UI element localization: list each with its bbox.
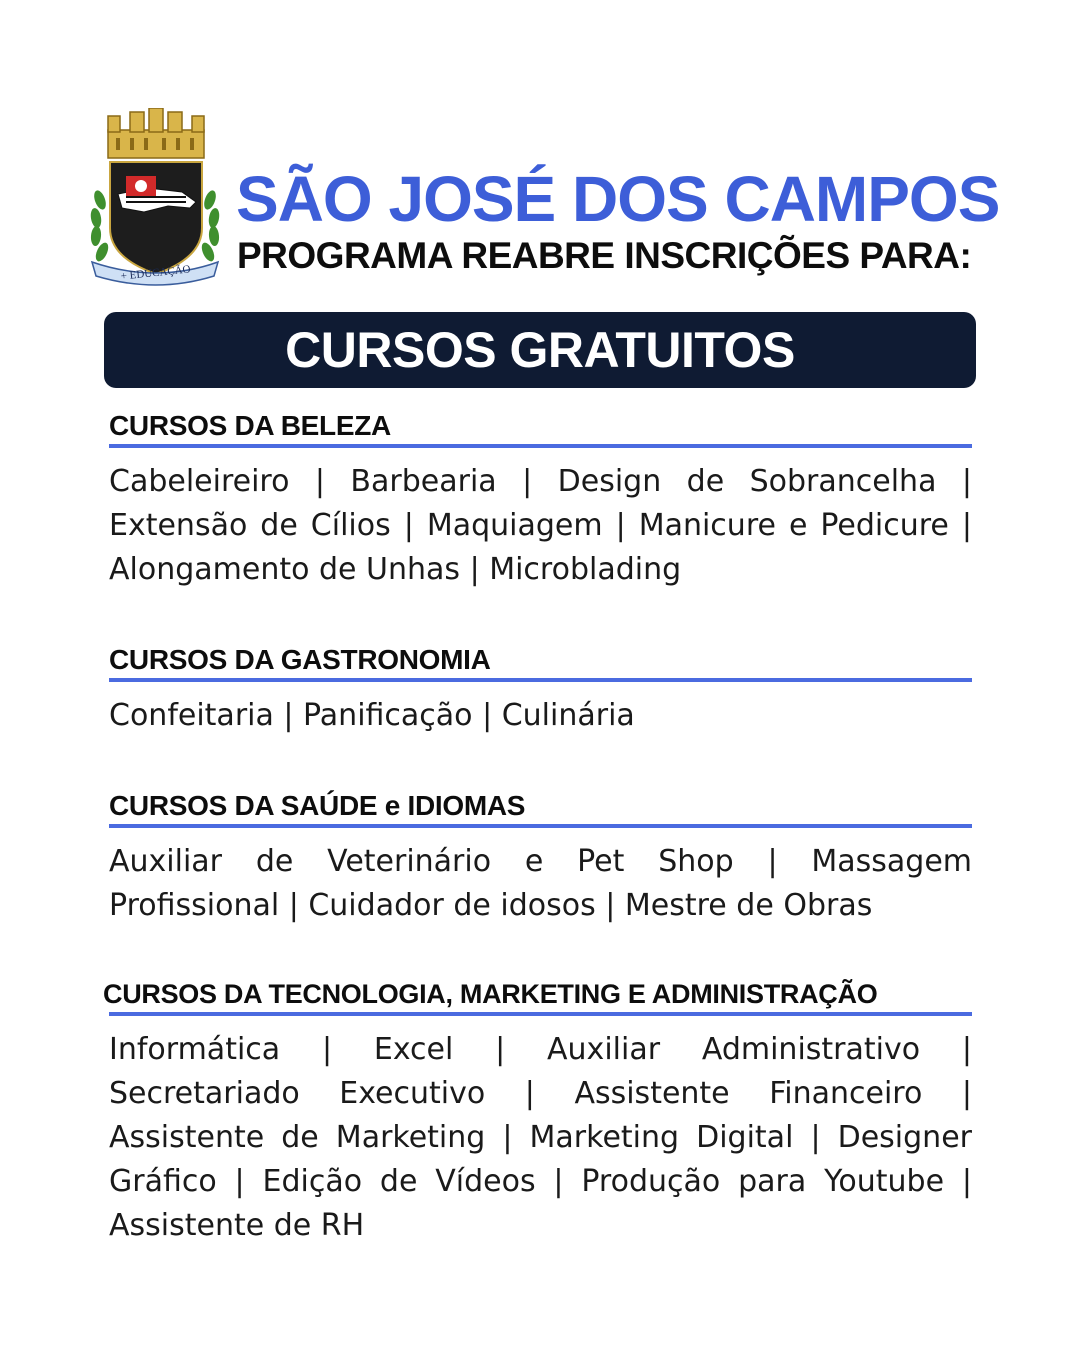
course-list: Informática | Excel | Auxiliar Administrativo | Secretariado Executivo | Assistente Financeiro | Assistente de Marketing | Marketing Digital | Designer Gráfico | Edição de Vídeos | Produção para Youtube | Assistente de RH [109,1032,972,1243]
section-divider [109,444,972,448]
banner-label: CURSOS GRATUITOS [285,322,795,378]
section-technology [103,978,972,1248]
course-list: Confeitaria | Panificação | Culinária [109,698,635,733]
section-title: CURSOS DA SAÚDE e IDIOMAS [109,790,526,821]
section-gastronomy [109,644,972,738]
city-title: SÃO JOSÉ DOS CAMPOS [236,163,1000,235]
crest-ribbon-text: + EDUCAÇÃO [120,263,192,283]
section-divider [109,678,972,682]
program-subtitle: PROGRAMA REABRE INSCRIÇÕES PARA: [237,235,972,276]
section-title: CURSOS DA TECNOLOGIA, MARKETING E ADMINISTRAÇÃO [103,979,878,1009]
section-divider [109,824,972,828]
section-health-languages [109,790,972,928]
section-title: CURSOS DA BELEZA [109,410,391,441]
section-divider [109,1012,972,1016]
section-beauty [109,410,972,592]
course-list: Cabeleireiro | Barbearia | Design de Sobrancelha | Extensão de Cílios | Maquiagem | Manicure e Pedicure | Alongamento de Unhas | Microblading [109,464,972,587]
city-crest-logo [86,108,224,286]
free-courses-banner [104,312,976,388]
course-list: Auxiliar de Veterinário e Pet Shop | Massagem Profissional | Cuidador de idosos | Mestre de Obras [109,844,972,923]
section-title: CURSOS DA GASTRONOMIA [109,644,491,675]
